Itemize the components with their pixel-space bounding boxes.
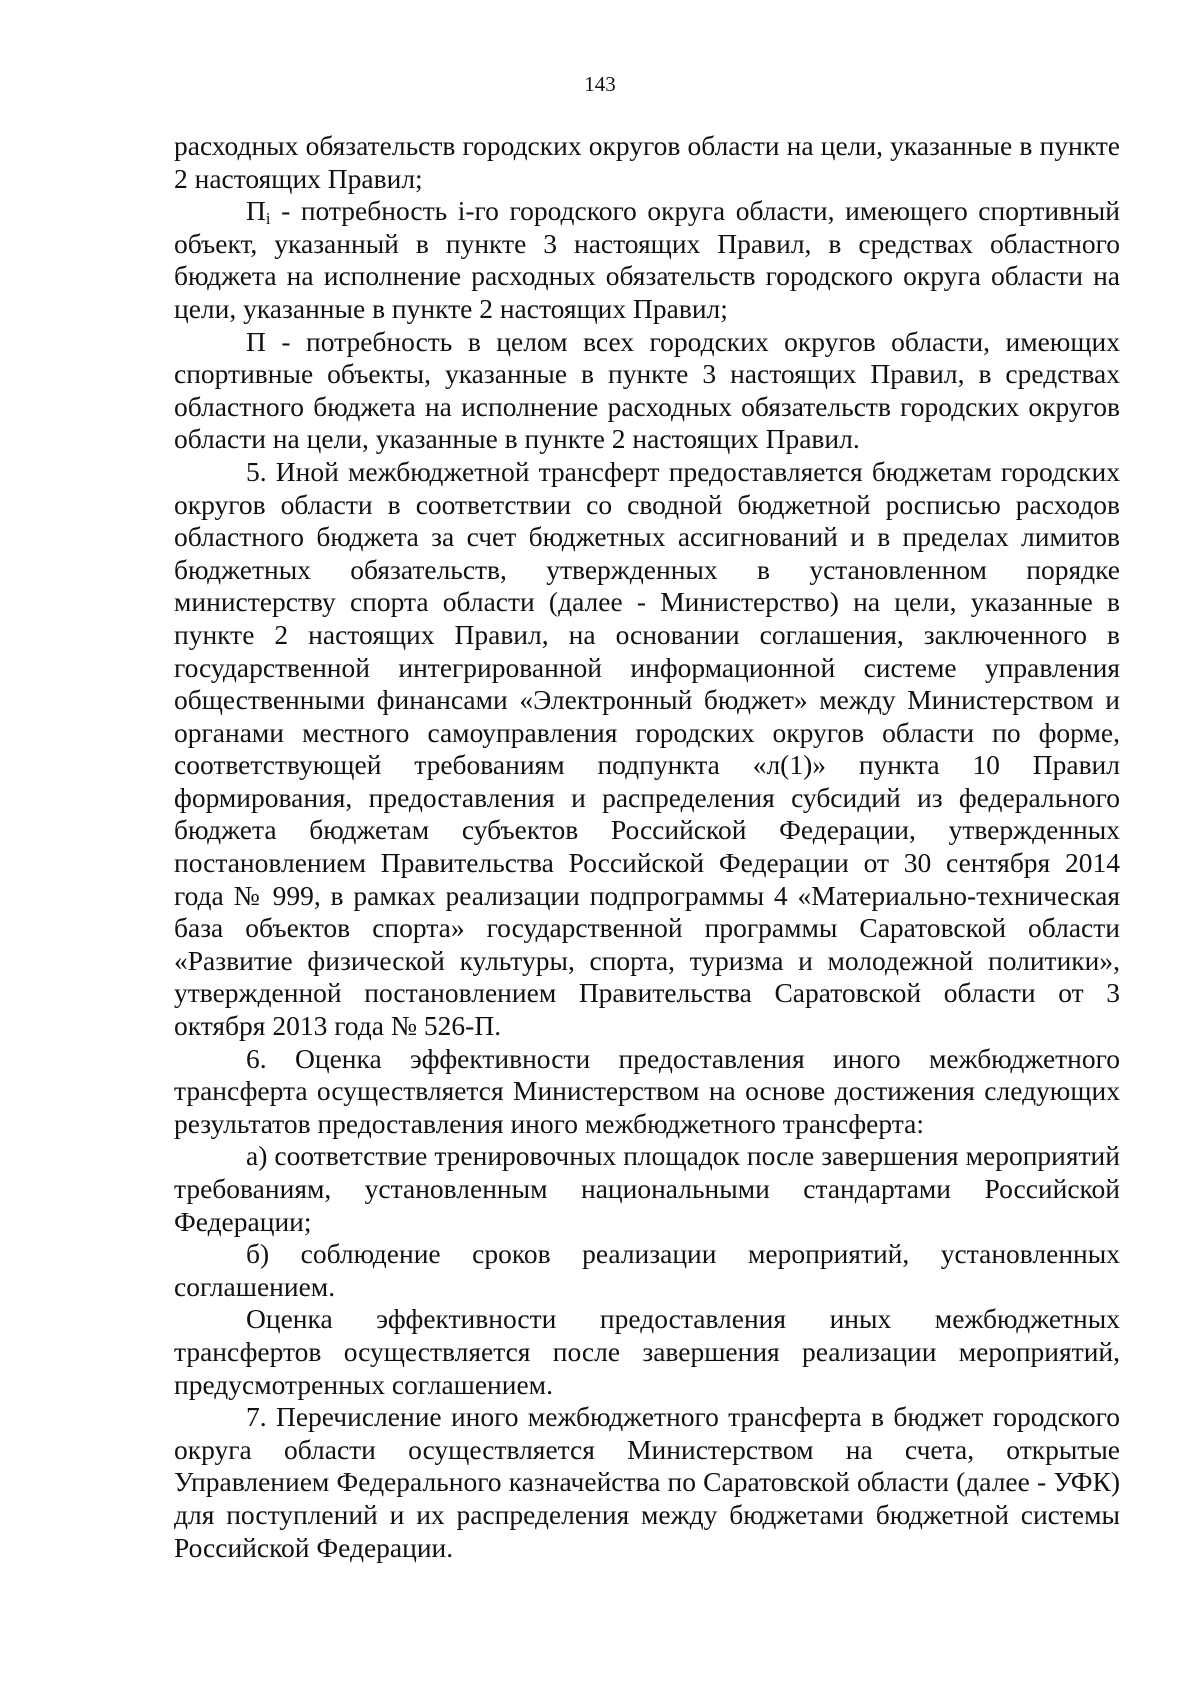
paragraph-item-7: 7. Перечисление иного межбюджетного трансферта в бюджет городского округа области осуществляется Министерством на счета, открытые Управлением Федерального казначейства по Саратовской области (далее - УФК) для поступлений и их распределения между бюджетами бюджетной системы Российской Федерации.: [174, 1401, 1120, 1563]
paragraph-item-5: 5. Иной межбюджетной трансферт предоставляется бюджетам городских округов области в соответствии со сводной бюджетной росписью расходов областного бюджета за счет бюджетных ассигнований и в пределах лимитов бюджетных обязательств, утвержденных в установленном порядке министерству спорта области (далее - Министерство) на цели, указанные в пункте 2 настоящих Правил, на основании соглашения, заключенного в государственной интегрированной информационной системе управления общественными финансами «Электронный бюджет» между Министерством и органами местного самоуправления городских округов области по форме, соответствующей требованиям подпункта «л(1)» пункта 10 Правил формирования, предоставления и распределения субсидий из федерального бюджета бюджетам субъектов Российской Федерации, утвержденных постановлением Правительства Российской Федерации от 30 сентября 2014 года № 999, в рамках реализации подпрограммы 4 «Материально-техническая база объектов спорта» государственной программы Саратовской области «Развитие физической культуры, спорта, туризма и молодежной политики», утвержденной постановлением Правительства Саратовской области от 3 октября 2013 года № 526-П.: [174, 455, 1120, 1042]
paragraph-evaluation: Оценка эффективности предоставления иных межбюджетных трансфертов осуществляется после завершения реализации мероприятий, предусмотренных соглашением.: [174, 1303, 1120, 1400]
paragraph-item-6b: б) соблюдение сроков реализации мероприятий, установленных соглашением.: [174, 1238, 1120, 1302]
pi-definition-text: - потребность i-го городского округа области, имеющего спортивный объект, указанный в пункте 3 настоящих Правил, в средствах областного бюджета на исполнение расходных обязательств городского округа области на цели, указанные в пункте 2 настоящих Правил;: [174, 195, 1120, 324]
paragraph-item-6a: а) соответствие тренировочных площадок после завершения мероприятий требованиям, установленным национальными стандартами Российской Федерации;: [174, 1140, 1120, 1237]
paragraph-pi-definition: [174, 195, 1120, 325]
page-number: 143: [584, 72, 616, 96]
paragraph-continuation: расходных обязательств городских округов области на цели, указанные в пункте 2 настоящих Правил;: [174, 130, 1120, 194]
document-body: [174, 130, 1120, 1564]
symbol-p: П: [246, 195, 266, 227]
paragraph-p-definition: П - потребность в целом всех городских округов области, имеющих спортивные объекты, указанные в пункте 3 настоящих Правил, в средствах областного бюджета на исполнение расходных обязательств городских округов области на цели, указанные в пункте 2 настоящих Правил.: [174, 325, 1120, 455]
symbol-subscript-i: i: [265, 209, 271, 229]
paragraph-item-6: 6. Оценка эффективности предоставления иного межбюджетного трансферта осуществляется Министерством на основе достижения следующих результатов предоставления иного межбюджетного трансферта:: [174, 1042, 1120, 1139]
